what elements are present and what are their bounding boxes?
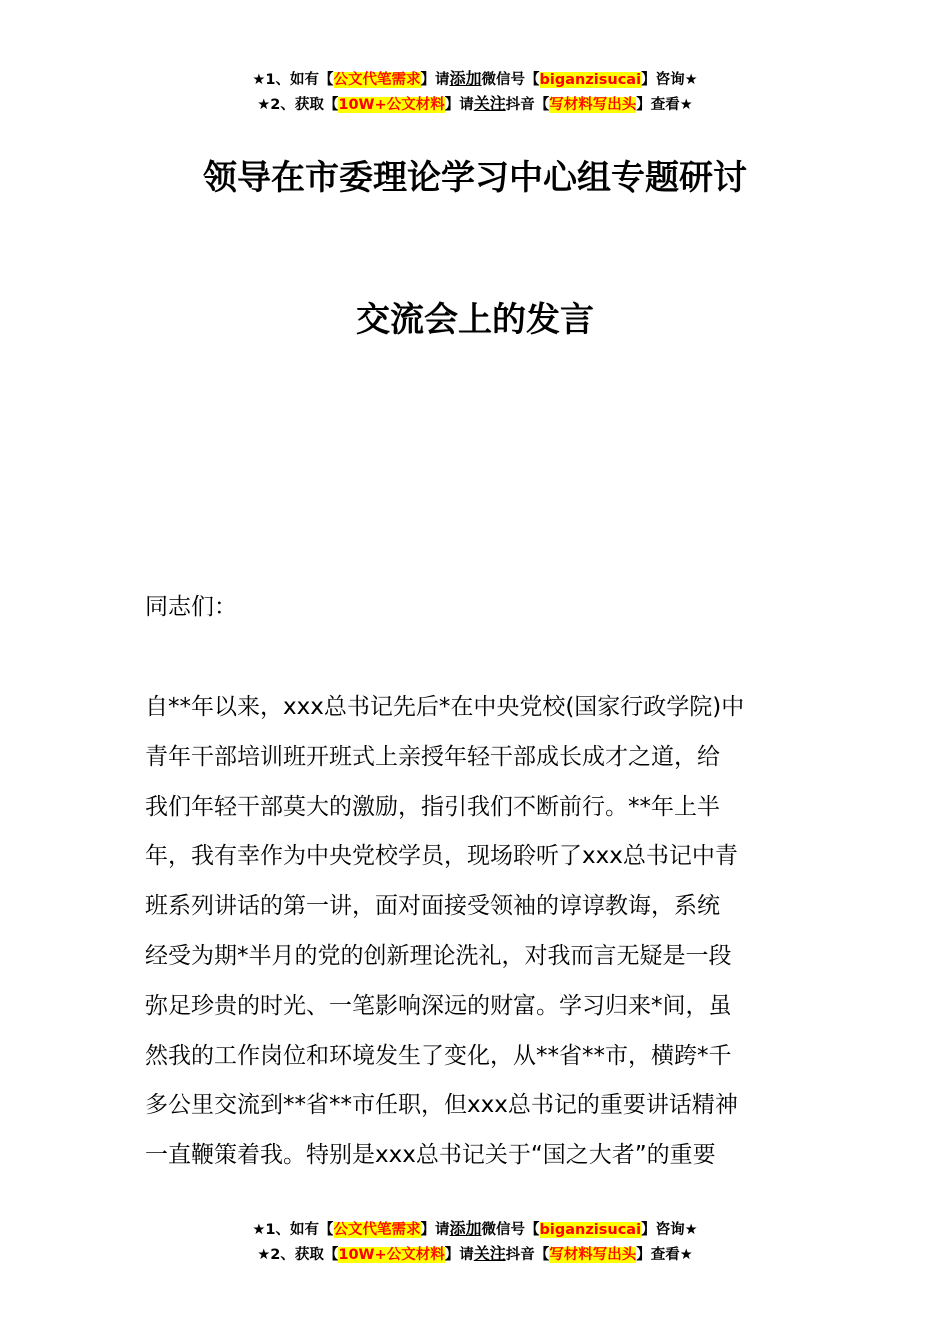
materials-highlight: 10W+公文材料 (338, 97, 445, 113)
wechat-id-highlight: biganzisucai (539, 1222, 642, 1238)
paragraph-line: 弥足珍贵的时光、一笔影响深远的财富。学习归来*间，虽 (145, 992, 732, 1019)
banner-line-1: ★1、如有【公文代笔需求】请添加微信号【biganzisucai】咨询★ (252, 1219, 698, 1238)
body-paragraph (145, 683, 807, 1181)
wechat-id-highlight: biganzisucai (539, 72, 642, 88)
paragraph-line: 年，我有幸作为中央党校学员，现场聆听了xxx总书记中青 (145, 843, 738, 870)
document-title-line-1: 领导在市委理论学习中心组专题研讨 (203, 158, 747, 198)
materials-highlight: 10W+公文材料 (338, 1247, 445, 1263)
banner-line-2: ★2、获取【10W+公文材料】请关注抖音【写材料写出头】查看★ (257, 94, 693, 113)
banner-line-2: ★2、获取【10W+公文材料】请关注抖音【写材料写出头】查看★ (257, 1244, 693, 1263)
douyin-highlight: 写材料写出头 (549, 97, 637, 113)
service-highlight: 公文代笔需求 (333, 72, 421, 88)
paragraph-line: 多公里交流到**省**市任职，但xxx总书记的重要讲话精神 (145, 1092, 738, 1119)
paragraph-line: 班系列讲话的第一讲，面对面接受领袖的谆谆教诲，系统 (145, 893, 720, 920)
paragraph-line: 然我的工作岗位和环境发生了变化，从**省**市，横跨*千 (145, 1042, 732, 1069)
greeting: 同志们： (145, 594, 237, 620)
paragraph-line: 一直鞭策着我。特别是xxx总书记关于“国之大者”的重要 (145, 1142, 716, 1169)
paragraph-line: 我们年轻干部莫大的激励，指引我们不断前行。**年上半 (145, 793, 720, 820)
paragraph-line: 青年干部培训班开班式上亲授年轻干部成长成才之道，给 (145, 743, 720, 770)
service-highlight: 公文代笔需求 (333, 1222, 421, 1238)
document-title-line-2: 交流会上的发言 (356, 300, 594, 340)
footer-banner (0, 1217, 950, 1267)
banner-line-1: ★1、如有【公文代笔需求】请添加微信号【biganzisucai】咨询★ (252, 69, 698, 88)
paragraph-line: 经受为期*半月的党的创新理论洗礼，对我而言无疑是一段 (145, 942, 732, 969)
paragraph-line: 自**年以来，xxx总书记先后*在中央党校(国家行政学院)中 (145, 694, 745, 720)
douyin-highlight: 写材料写出头 (549, 1247, 637, 1263)
header-banner (0, 67, 950, 117)
